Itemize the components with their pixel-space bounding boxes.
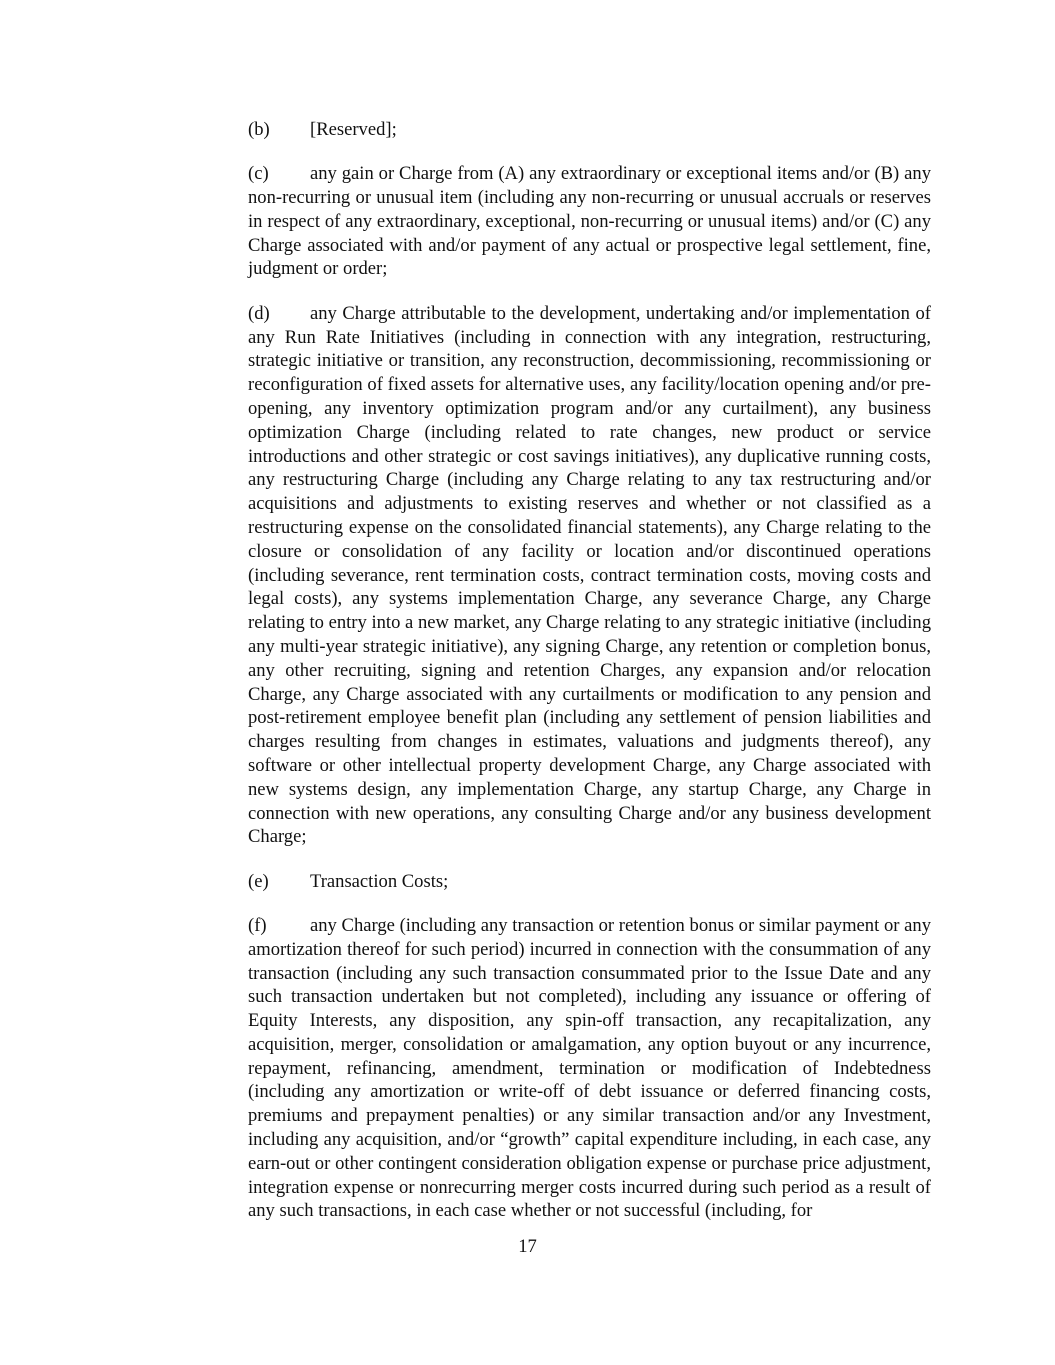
clause-d: [187, 302, 931, 849]
clause-label: (d): [248, 302, 270, 324]
clause-text: Transaction Costs;: [310, 870, 449, 892]
clause-text: any Charge attributable to the development, undertaking and/or implementation of any Run Rate Initiatives (including in connection with any integration, restructuring, strategic initiative or transition, any reconstruction, decommissioning, recommissioning or reconfiguration of fixed assets for alternative uses, any facility/location opening and/or pre-opening, any inventory optimization program and/or any curtailment), any business optimization Charge (including related to rate changes, new product or service introductions and other strategic or cost savings initiatives), any duplicative running costs, any restructuring Charge (including any Charge relating to any tax restructuring and/or acquisitions and adjustments to existing reserves and whether or not classified as a restructuring expense on the consolidated financial statements), any Charge relating to the closure or consolidation of any facility or location and/or discontinued operations (including severance, rent termination costs, contract termination costs, moving costs and legal costs), any systems implementation Charge, any severance Charge, any Charge relating to entry into a new market, any Charge relating to any strategic initiative (including any multi-year strategic initiative), any signing Charge, any retention or completion bonus, any other recruiting, signing and retention Charges, any expansion and/or relocation Charge, any Charge associated with any curtailments or modification to any pension and post-retirement employee benefit plan (including any settlement of pension liabilities and charges resulting from changes in estimates, valuations and judgments thereof), any software or other intellectual property development Charge, any Charge associated with new systems design, any implementation Charge, any startup Charge, any Charge in connection with new operations, any consulting Charge and/or any business development Charge;: [248, 302, 931, 848]
clause-label: (b): [248, 119, 270, 140]
clause-label: (c): [248, 163, 269, 185]
clause-text: any gain or Charge from (A) any extraordinary or exceptional items and/or (B) any non-recurring or unusual item (including any non-recurring or unusual accruals or reserves in respect of any extraordinary, exceptional, non-recurring or unusual items) and/or (C) any Charge associated with and/or payment of any actual or prospective legal settlement, fine, judgment or order;: [248, 163, 931, 280]
clause-f: [187, 914, 931, 1223]
clause-c: [187, 162, 931, 281]
document-body: [187, 118, 931, 1244]
clause-b: [187, 118, 931, 142]
clause-label: (f): [248, 914, 267, 936]
clause-text: any Charge (including any transaction or retention bonus or similar payment or any amortization thereof for such period) incurred in connection with the consummation of any transaction (including any such transaction consummated prior to the Issue Date and any such transaction undertaken but not completed), including any issuance or offering of Equity Interests, any disposition, any spin-off transaction, any recapitalization, any acquisition, merger, consolidation or amalgamation, any option buyout or any incurrence, repayment, refinancing, amendment, termination or modification of Indebtedness (including any amortization or write-off of debt issuance or deferred financing costs, premiums and prepayment penalties) or any similar transaction and/or any Investment, including any acquisition, and/or “growth” capital expenditure including, in each case, any earn-out or other contingent consideration obligation expense or purchase price adjustment, integration expense or nonrecurring merger costs incurred during such period as a result of any such transactions, in each case whether or not successful (including, for: [248, 914, 931, 1222]
clause-text: [Reserved];: [310, 119, 397, 140]
page-number: 17: [518, 1236, 537, 1257]
clause-label: (e): [248, 870, 269, 892]
clause-e: [187, 870, 931, 894]
